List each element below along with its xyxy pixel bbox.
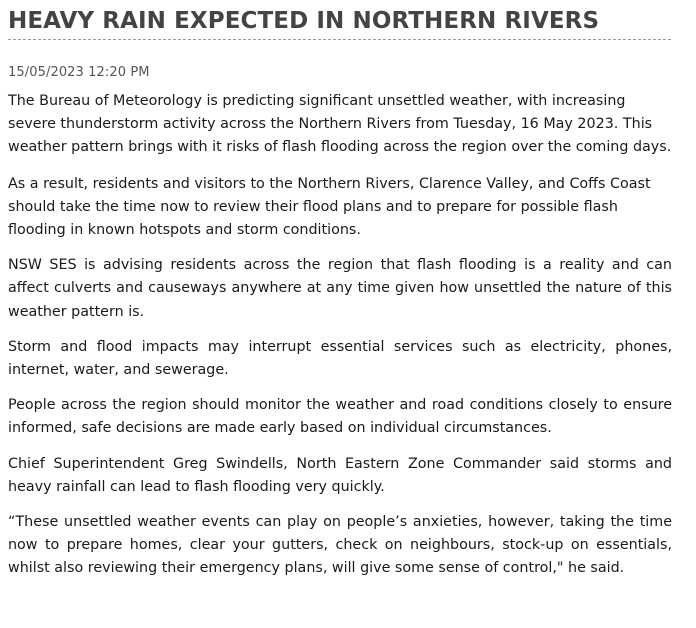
paragraph-6: Chief Superintendent Greg Swindells, North Eastern Zone Commander said storms and heavy rainfall can lead to flash flooding very quickly. [8, 455, 672, 495]
news-article [8, 0, 672, 581]
paragraph-7-quote: “These unsettled weather events can play on people’s anxieties, however, taking the time now to prepare homes, clear your gutters, check on neighbours, stock-up on essentials, whilst also reviewing their emergency plans, will give some sense of control," he said. [8, 514, 672, 577]
paragraph-3: NSW SES is advising residents across the region that flash flooding is a reality and can affect culverts and causeways anywhere at any time given how unsettled the nature of this weather pattern is. [8, 257, 672, 320]
paragraph-4: Storm and flood impacts may interrupt essential services such as electricity, phones, internet, water, and sewerage. [8, 338, 672, 379]
article-body [8, 90, 672, 581]
paragraph-5: People across the region should monitor the weather and road conditions closely to ensure informed, safe decisions are made early based on individual circumstances. [8, 397, 672, 437]
article-headline: HEAVY RAIN EXPECTED IN NORTHERN RIVERS [8, 8, 600, 34]
publish-date: 15/05/2023 12:20 PM [8, 65, 150, 80]
headline-divider [8, 39, 671, 40]
paragraph-1: The Bureau of Meteorology is predicting significant unsettled weather, with increasing severe thunderstorm activity across the Northern Rivers from Tuesday, 16 May 2023. This weather pattern brings with it risks of flash flooding across the region over the coming days. [8, 93, 672, 156]
paragraph-2: As a result, residents and visitors to the Northern Rivers, Clarence Valley, and Coffs Coast should take the time now to review their flood plans and to prepare for possible flash flooding in known hotspots and storm conditions. [8, 175, 651, 239]
